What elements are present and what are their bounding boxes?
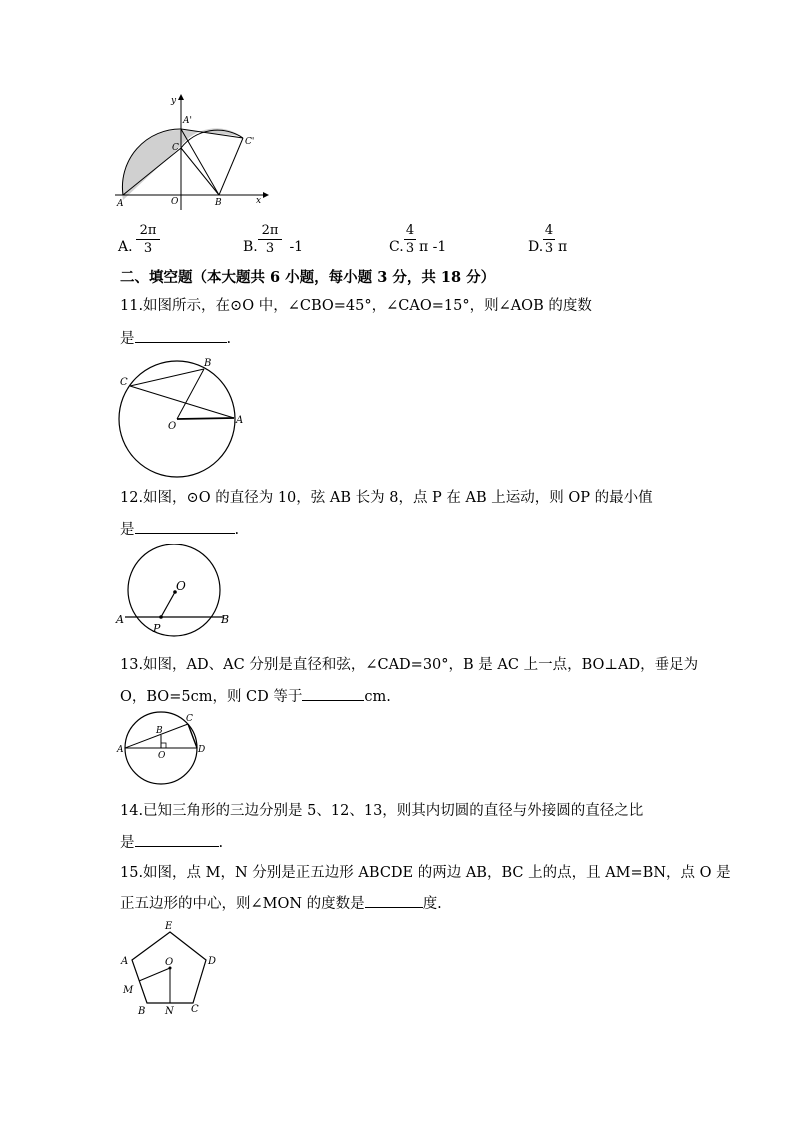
label-a: A <box>121 956 129 967</box>
q13-line2-suffix: cm. <box>364 689 391 705</box>
label-b: B <box>221 613 230 626</box>
option-b-letter: B. <box>243 239 258 255</box>
option-b-denominator: 3 <box>265 241 275 256</box>
option-a-denominator: 3 <box>143 241 153 256</box>
option-a-numerator: 2π <box>139 223 157 238</box>
q12-line2 <box>120 518 239 539</box>
option-d-suffix: π <box>558 239 568 255</box>
segment-o-p <box>161 592 175 617</box>
option-a-fraction <box>136 224 160 255</box>
option-d-letter: D. <box>528 239 544 255</box>
segment-c-d <box>188 724 197 748</box>
segment-o-b <box>177 369 204 419</box>
segment-a-prime-b <box>181 129 219 195</box>
q15-line2 <box>120 892 442 913</box>
label-c-prime: C' <box>245 137 255 147</box>
label-o: O <box>165 957 174 968</box>
q14-line2-suffix: . <box>218 835 224 851</box>
q11-line2-prefix: 是 <box>120 331 135 347</box>
figure-q11 <box>112 355 252 480</box>
label-c: C <box>191 1004 199 1015</box>
x-axis-arrow <box>263 192 269 198</box>
figure-q15 <box>118 920 228 1016</box>
label-b: B <box>215 198 222 208</box>
segment-o-a <box>177 418 234 419</box>
label-a-prime: A' <box>183 116 192 126</box>
q11-line2 <box>120 327 231 348</box>
label-e: E <box>165 921 173 932</box>
label-y: y <box>171 96 177 106</box>
q14-line2-prefix: 是 <box>120 835 135 851</box>
label-c: C <box>172 143 179 153</box>
label-d: D <box>198 745 206 755</box>
label-o: O <box>171 197 179 207</box>
q12-line2-suffix: . <box>234 522 240 538</box>
q15-answer-blank[interactable] <box>365 893 423 908</box>
q14-answer-blank[interactable] <box>135 832 219 847</box>
q11-line1: 11.如图所示，在⊙O 中，∠CBO=45°，∠CAO=15°，则∠AOB 的度数 <box>120 298 592 314</box>
label-a: A <box>117 199 124 209</box>
label-b: B <box>138 1006 146 1016</box>
label-c: C <box>120 377 128 388</box>
label-d: D <box>208 956 217 967</box>
q11-line2-suffix: . <box>226 331 232 347</box>
label-a: A <box>117 745 124 755</box>
section-heading: 二、填空题（本大题共 6 小题，每小题 3 分，共 18 分） <box>120 269 496 286</box>
q13-line2 <box>120 685 391 706</box>
right-angle-mark <box>161 743 166 748</box>
q15-line2-suffix: 度. <box>422 896 442 912</box>
label-o: O <box>158 751 166 761</box>
q13-line2-prefix: O，BO=5cm，则 CD 等于 <box>120 689 303 705</box>
label-b: B <box>204 358 212 369</box>
circle-o <box>128 544 220 636</box>
q11-answer-blank[interactable] <box>135 328 227 343</box>
option-c-denominator: 3 <box>405 241 415 256</box>
segment-b-c-prime <box>219 138 243 195</box>
option-c-fraction <box>404 224 416 255</box>
figure-q13 <box>116 710 216 786</box>
q12-answer-blank[interactable] <box>135 519 235 534</box>
label-c: C <box>186 714 193 724</box>
option-b-suffix: -1 <box>285 239 304 255</box>
label-a: A <box>236 415 244 426</box>
q14-line2 <box>120 831 223 852</box>
label-x: x <box>256 196 262 206</box>
segment-c-a <box>130 386 234 418</box>
option-c-letter: C. <box>389 239 404 255</box>
label-n: N <box>165 1006 174 1016</box>
option-d-fraction <box>543 224 555 255</box>
label-a: A <box>116 613 124 626</box>
label-o: O <box>168 421 177 432</box>
option-a-letter: A. <box>118 239 133 255</box>
figure-q12 <box>114 544 234 638</box>
y-axis-arrow <box>178 94 184 100</box>
option-c-suffix: π -1 <box>419 239 447 255</box>
label-m: M <box>123 985 134 996</box>
q15-line1: 15.如图，点 M，N 分别是正五边形 ABCDE 的两边 AB，BC 上的点，且 AM=BN，点 O 是 <box>120 865 731 881</box>
q13-answer-blank[interactable] <box>302 686 364 701</box>
segment-o-m <box>139 968 170 981</box>
label-o: O <box>176 579 186 593</box>
label-b: B <box>156 726 163 736</box>
option-d-denominator: 3 <box>544 241 554 256</box>
q13-line1: 13.如图，AD、AC 分别是直径和弦，∠CAD=30°，B 是 AC 上一点，BO⊥AD，垂足为 <box>120 657 699 673</box>
q14-line1: 14.已知三角形的三边分别是 5、12、13，则其内切圆的直径与外接圆的直径之比 <box>120 803 644 819</box>
segment-c-b <box>130 369 204 386</box>
figure-q10 <box>115 92 275 212</box>
option-b-numerator: 2π <box>261 223 279 238</box>
q15-line2-prefix: 正五边形的中心，则∠MON 的度数是 <box>120 896 365 912</box>
q12-line2-prefix: 是 <box>120 522 135 538</box>
point-p <box>159 615 163 619</box>
option-d-numerator: 4 <box>544 223 554 238</box>
option-b-fraction <box>258 224 282 255</box>
segment-c-b <box>181 148 219 195</box>
q12-line1: 12.如图，⊙O 的直径为 10，弦 AB 长为 8，点 P 在 AB 上运动，则 OP 的最小值 <box>120 490 653 506</box>
label-p: P <box>153 622 161 635</box>
option-c-numerator: 4 <box>405 223 415 238</box>
